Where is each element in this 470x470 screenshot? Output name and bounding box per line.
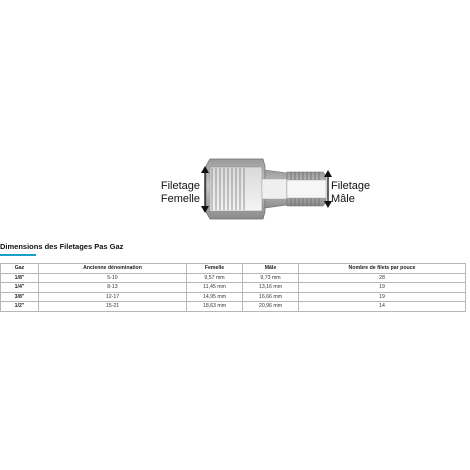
cell-ancienne: 15-21: [39, 302, 187, 312]
table-row: [1, 283, 466, 293]
cell-male: 20,96 mm: [243, 302, 299, 312]
female-body: [206, 159, 265, 219]
table-row: [1, 302, 466, 312]
header-male: Mâle: [243, 264, 299, 274]
cell-male: 13,16 mm: [243, 283, 299, 293]
male-thread-label: [331, 180, 391, 206]
cell-filets: 28: [299, 273, 466, 283]
cell-femelle: 18,63 mm: [187, 302, 243, 312]
cell-filets: 14: [299, 302, 466, 312]
section-title: Dimensions des Filetages Pas Gaz: [0, 242, 124, 251]
male-end: [287, 172, 326, 206]
cell-gaz: 3/8": [1, 292, 39, 302]
cell-gaz: 1/4": [1, 283, 39, 293]
table-header-row: [1, 264, 466, 274]
cell-filets: 19: [299, 292, 466, 302]
header-femelle: Femelle: [187, 264, 243, 274]
cell-male: 16,66 mm: [243, 292, 299, 302]
cell-gaz: 1/8": [1, 273, 39, 283]
cell-ancienne: 5-10: [39, 273, 187, 283]
title-underline: [0, 254, 36, 256]
cell-filets: 19: [299, 283, 466, 293]
male-thread-label-line2: Mâle: [331, 193, 355, 205]
table-row: [1, 292, 466, 302]
neck: [262, 170, 290, 208]
female-thread-label-line1: Filetage: [160, 180, 200, 192]
header-filets: Nombre de filets par pouce: [299, 264, 466, 274]
male-thread-label-line1: Filetage: [331, 180, 371, 192]
header-ancienne: Ancienne dénomination: [39, 264, 187, 274]
table-row: [1, 273, 466, 283]
cell-gaz: 1/2": [1, 302, 39, 312]
header-gaz: Gaz: [1, 264, 39, 274]
thread-dimensions-table: [0, 263, 466, 312]
cell-ancienne: 12-17: [39, 292, 187, 302]
cell-femelle: 11,45 mm: [187, 283, 243, 293]
female-thread-label-line2: Femelle: [160, 193, 200, 205]
cell-femelle: 14,95 mm: [187, 292, 243, 302]
cell-male: 9,73 mm: [243, 273, 299, 283]
female-thread-label: [150, 180, 200, 206]
cell-femelle: 9,57 mm: [187, 273, 243, 283]
cell-ancienne: 8-13: [39, 283, 187, 293]
